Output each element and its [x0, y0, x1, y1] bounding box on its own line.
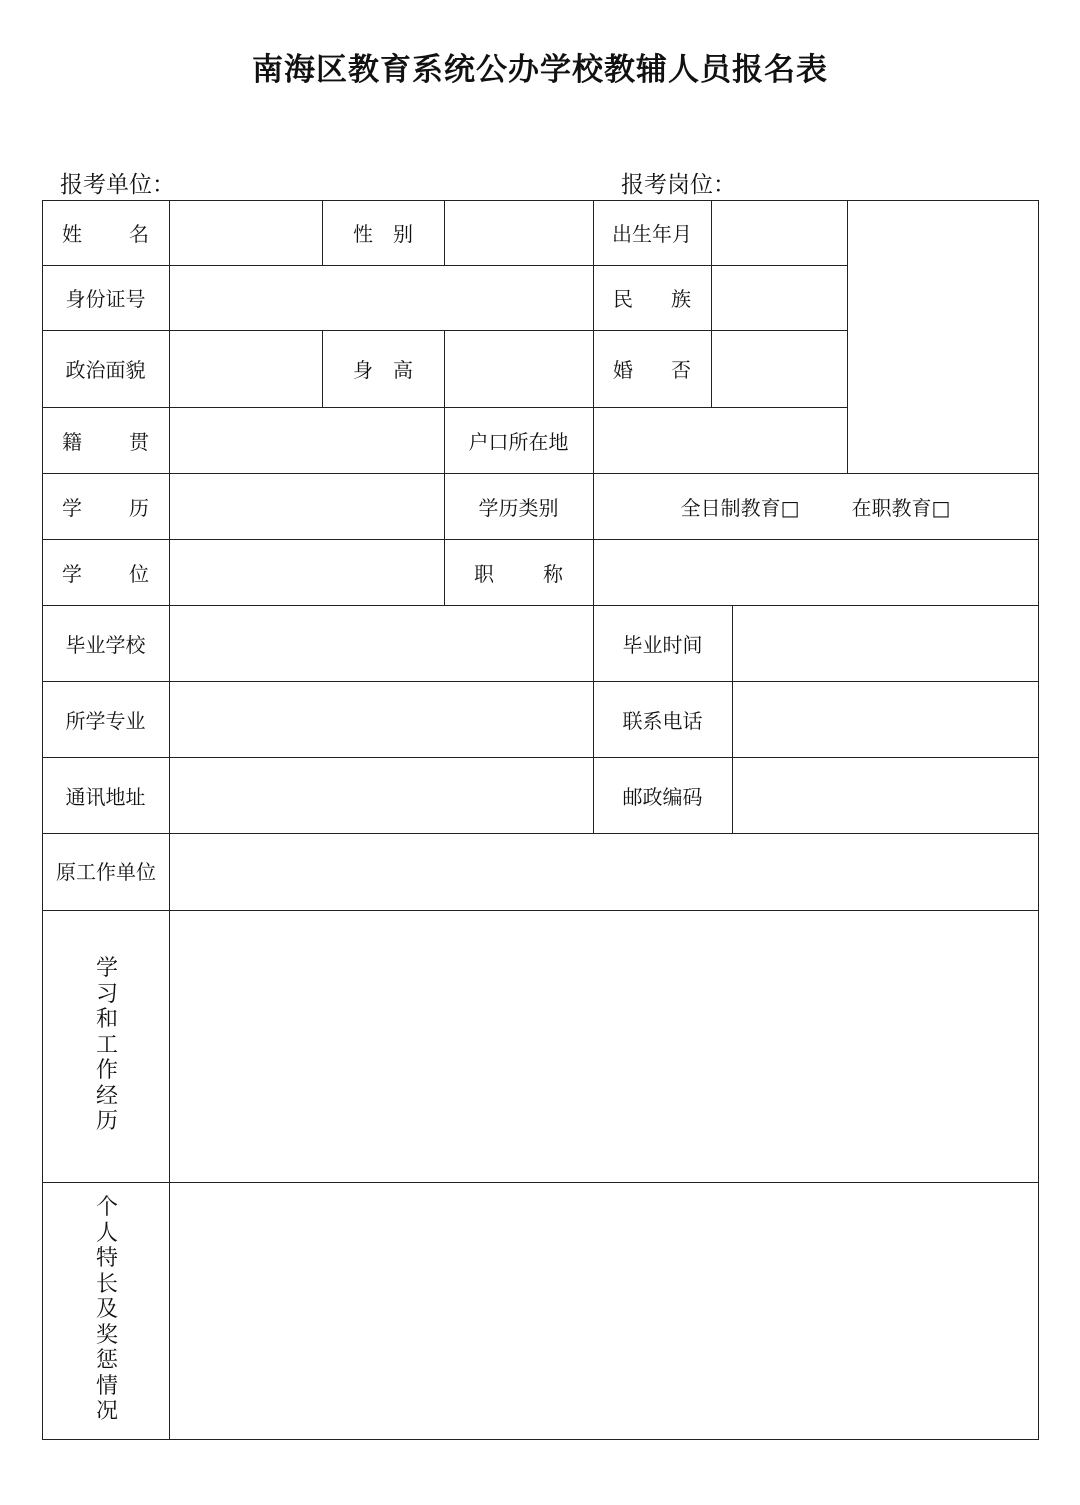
- title-rank-field[interactable]: [594, 540, 1038, 605]
- fulltime-checkbox[interactable]: 全日制教育□: [680, 495, 800, 520]
- apply-unit-label: 报考单位：: [60, 172, 175, 198]
- gender-label-char: 别: [393, 222, 413, 246]
- marital-field[interactable]: [712, 331, 847, 407]
- school-label: 毕业学校: [65, 632, 146, 657]
- apply-post-label: 报考岗位：: [621, 172, 736, 198]
- native-place-label: [42, 407, 169, 473]
- education-label-char: 学: [62, 495, 82, 520]
- major-field[interactable]: [170, 682, 593, 757]
- school-field[interactable]: [170, 606, 593, 681]
- grad-time-field[interactable]: [733, 606, 1038, 681]
- gender-label-char: 性: [353, 222, 373, 246]
- table-border-bottom: [42, 1439, 1039, 1440]
- major-label: 所学专业: [65, 708, 146, 733]
- height-field[interactable]: [445, 331, 593, 407]
- title-rank-label-char: 称: [543, 561, 563, 586]
- grad-time-label: 毕业时间: [622, 632, 703, 657]
- table-border-right: [1038, 200, 1039, 1440]
- address-field[interactable]: [170, 758, 593, 833]
- hukou-label: 户口所在地: [468, 429, 569, 454]
- degree-label: [42, 539, 169, 605]
- history-label: 学习和工作经历: [95, 956, 118, 1134]
- photo-box[interactable]: [848, 201, 1038, 473]
- degree-label-char: 学: [62, 561, 82, 586]
- name-label-char: 名: [129, 222, 149, 246]
- birth-label: 出生年月: [612, 222, 692, 246]
- gender-label: [322, 200, 444, 265]
- prev-unit-field[interactable]: [170, 834, 1038, 910]
- marital-label-char: 否: [671, 358, 691, 382]
- political-status-label: 政治面貌: [65, 358, 146, 382]
- id-number-label: 身份证号: [65, 287, 146, 311]
- marital-label-char: 婚: [613, 358, 633, 382]
- height-label-char: 身: [353, 358, 373, 382]
- inservice-checkbox[interactable]: 在职教育□: [851, 495, 951, 520]
- ethnicity-label: [593, 265, 711, 330]
- form-title: 南海区教育系统公办学校教辅人员报名表: [252, 52, 828, 88]
- edu-type-label: 学历类别: [478, 495, 559, 520]
- ethnicity-label-char: 族: [671, 287, 691, 311]
- address-label: 通讯地址: [65, 784, 146, 809]
- postcode-field[interactable]: [733, 758, 1038, 833]
- phone-field[interactable]: [733, 682, 1038, 757]
- native-place-field[interactable]: [170, 408, 444, 473]
- political-status-field[interactable]: [170, 331, 322, 407]
- postcode-label: 邮政编码: [622, 784, 703, 809]
- name-field[interactable]: [170, 201, 322, 265]
- edu-type-options: [593, 473, 1038, 539]
- awards-label: 个人特长及奖惩情况: [95, 1195, 118, 1424]
- ethnicity-label-char: 民: [613, 287, 633, 311]
- hukou-field[interactable]: [594, 408, 847, 473]
- degree-label-char: 位: [129, 561, 149, 586]
- native-place-label-char: 籍: [62, 429, 82, 454]
- height-label-char: 高: [393, 358, 413, 382]
- degree-field[interactable]: [170, 540, 444, 605]
- education-label: [42, 473, 169, 539]
- id-number-field[interactable]: [170, 266, 593, 330]
- title-rank-label-char: 职: [474, 561, 494, 586]
- ethnicity-field[interactable]: [712, 266, 847, 330]
- name-label: [42, 200, 169, 265]
- education-label-char: 历: [129, 495, 149, 520]
- native-place-label-char: 贯: [129, 429, 149, 454]
- awards-field[interactable]: [170, 1183, 1038, 1439]
- height-label: [322, 330, 444, 407]
- education-field[interactable]: [170, 474, 444, 539]
- history-field[interactable]: [170, 911, 1038, 1182]
- phone-label: 联系电话: [622, 708, 703, 733]
- title-rank-label: [444, 539, 593, 605]
- name-label-char: 姓: [62, 222, 82, 246]
- birth-field[interactable]: [712, 201, 847, 265]
- prev-unit-label: 原工作单位: [56, 859, 156, 884]
- gender-field[interactable]: [445, 201, 593, 265]
- marital-label: [593, 330, 711, 407]
